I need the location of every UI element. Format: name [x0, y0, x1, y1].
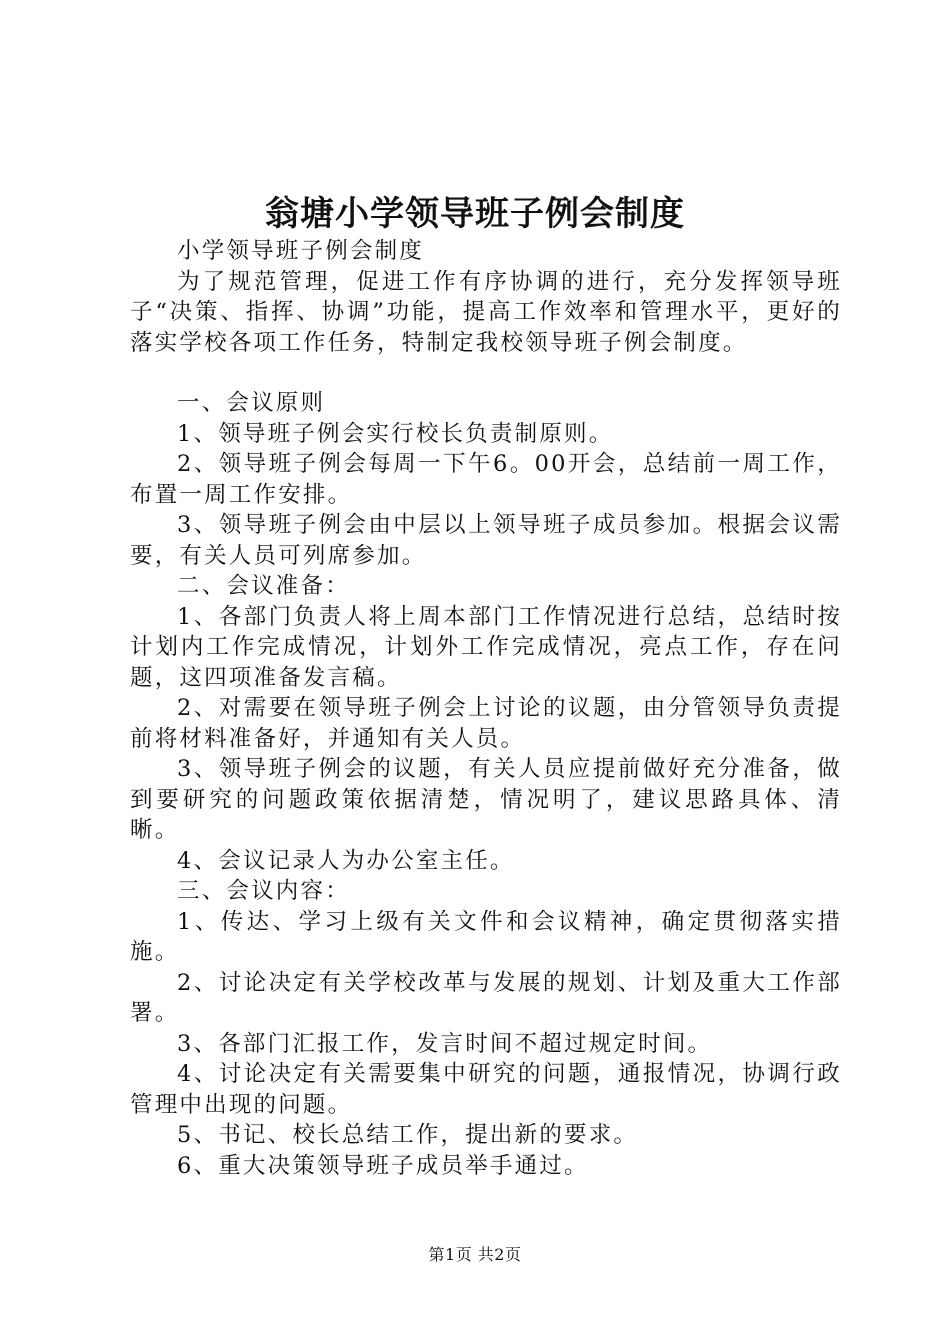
section-heading: 一、会议原则	[177, 390, 326, 416]
paragraph: 4、讨论决定有关需要集中研究的问题，通报情况，协调行政管理中出现的问题。	[130, 1061, 842, 1118]
paragraph: 1、传达、学习上级有关文件和会议精神，确定贯彻落实措施。	[130, 908, 842, 965]
paragraph: 为了规范管理，促进工作有序协调的进行，充分发挥领导班子“决策、指挥、协调”功能，提高工作效率和管理水平，更好的落实学校各项工作任务，特制定我校领导班子例会制度。	[130, 268, 842, 356]
document-body	[130, 236, 842, 1181]
blank-line	[130, 358, 842, 388]
paragraph: 2、讨论决定有关学校改革与发展的规划、计划及重大工作部署。	[130, 969, 842, 1026]
paragraph: 6、重大决策领导班子成员举手通过。	[177, 1152, 589, 1179]
document-title: 翁塘小学领导班子例会制度	[265, 194, 685, 234]
paragraph: 5、书记、校长总结工作，提出新的要求。	[177, 1122, 639, 1148]
page-footer: 第1页 共2页	[428, 1245, 522, 1264]
paragraph: 2、领导班子例会每周一下午6。00开会，总结前一周工作，布置一周工作安排。	[130, 451, 842, 508]
section-heading: 二、会议准备：	[177, 573, 350, 599]
paragraph: 4、会议记录人为办公室主任。	[177, 847, 515, 874]
paragraph: 小学领导班子例会制度	[177, 238, 425, 264]
paragraph: 3、各部门汇报工作，发言时间不超过规定时间。	[177, 1030, 713, 1057]
paragraph: 2、对需要在领导班子例会上讨论的议题，由分管领导负责提前将材料准备好，并通知有关人员。	[130, 695, 842, 752]
section-heading: 三、会议内容：	[177, 878, 350, 904]
paragraph: 3、领导班子例会由中层以上领导班子成员参加。根据会议需要，有关人员可列席参加。	[130, 512, 842, 569]
paragraph: 1、领导班子例会实行校长负责制原则。	[177, 420, 614, 447]
paragraph: 3、领导班子例会的议题，有关人员应提前做好充分准备，做到要研究的问题政策依据清楚，情况明了，建议思路具体、清晰。	[130, 756, 842, 843]
paragraph: 1、各部门负责人将上周本部门工作情况进行总结，总结时按计划内工作完成情况，计划外工作完成情况，亮点工作，存在问题，这四项准备发言稿。	[130, 603, 842, 691]
